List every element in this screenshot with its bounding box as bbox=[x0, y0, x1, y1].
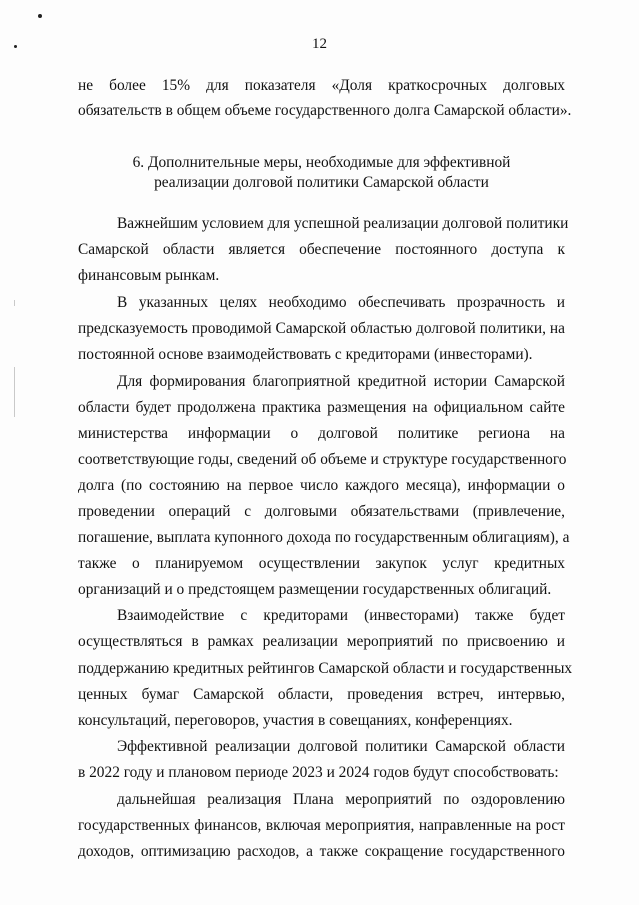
paragraph-line: проведении операций с долговыми обязательствами (привлечение, bbox=[78, 503, 565, 520]
paragraph-line: области будет продолжена практика размещения на официальном сайте bbox=[78, 399, 565, 416]
paragraph-line: ценных бумаг Самарской области, проведения встреч, интервью, bbox=[78, 686, 565, 703]
paragraph-line: Для формирования благоприятной кредитной истории Самарской bbox=[117, 373, 565, 390]
paragraph-line: погашение, выплата купонного дохода по государственным облигациям), а bbox=[78, 529, 570, 546]
paragraph-line: Самарской области является обеспечение постоянного доступа к bbox=[78, 241, 565, 258]
paragraph-line: Эффективной реализации долговой политики Самарской области bbox=[117, 738, 565, 755]
paragraph-line: поддержанию кредитных рейтингов Самарской области и государственных bbox=[78, 660, 573, 677]
paragraph-line: предсказуемость проводимой Самарской областью долговой политики, на bbox=[78, 320, 565, 337]
paragraph-line: Взаимодействие с кредиторами (инвесторами) также будет bbox=[117, 607, 565, 624]
paragraph-line: министерства информации о долговой политике региона на bbox=[78, 425, 565, 442]
paragraph-line: соответствующие годы, сведений об объеме и структуре государственного bbox=[78, 451, 567, 468]
paragraph-line: в 2022 году и плановом периоде 2023 и 2024 годов будут способствовать: bbox=[78, 764, 559, 781]
scan-speck bbox=[38, 14, 42, 18]
paragraph-line: финансовым рынкам. bbox=[78, 267, 220, 284]
paragraph-line: консультаций, переговоров, участия в совещаниях, конференциях. bbox=[78, 712, 513, 729]
paragraph-line: В указанных целях необходимо обеспечивать прозрачность и bbox=[117, 294, 565, 311]
section-heading-line: реализации долговой политики Самарской области bbox=[154, 174, 489, 191]
paragraph-line: постоянной основе взаимодействовать с кредиторами (инвесторами). bbox=[78, 346, 533, 363]
paragraph-line: государственных финансов, включая мероприятия, направленные на рост bbox=[78, 817, 565, 834]
intro-text-line: не более 15% для показателя «Доля краткосрочных долговых bbox=[78, 77, 565, 94]
paragraph-line: доходов, оптимизацию расходов, а также сокращение государственного bbox=[78, 843, 565, 860]
scan-margin-line bbox=[14, 300, 15, 306]
paragraph-line: осуществляться в рамках реализации мероприятий по присвоению и bbox=[78, 633, 565, 650]
paragraph-line: дальнейшая реализация Плана мероприятий по оздоровлению bbox=[117, 791, 565, 808]
intro-text-line: обязательств в общем объеме государственного долга Самарской области». bbox=[78, 102, 572, 119]
section-heading-line: 6. Дополнительные меры, необходимые для эффективной bbox=[132, 154, 511, 171]
paragraph-line: Важнейшим условием для успешной реализации долговой политики bbox=[117, 215, 569, 232]
page-number: 12 bbox=[312, 36, 327, 52]
scan-margin-line bbox=[14, 367, 15, 417]
paragraph-line: организаций и о предстоящем размещении государственных облигаций. bbox=[78, 581, 552, 598]
paragraph-line: также о планируемом осуществлении закупок услуг кредитных bbox=[78, 555, 565, 572]
paragraph-line: долга (по состоянию на первое число каждого месяца), информации о bbox=[78, 477, 565, 494]
